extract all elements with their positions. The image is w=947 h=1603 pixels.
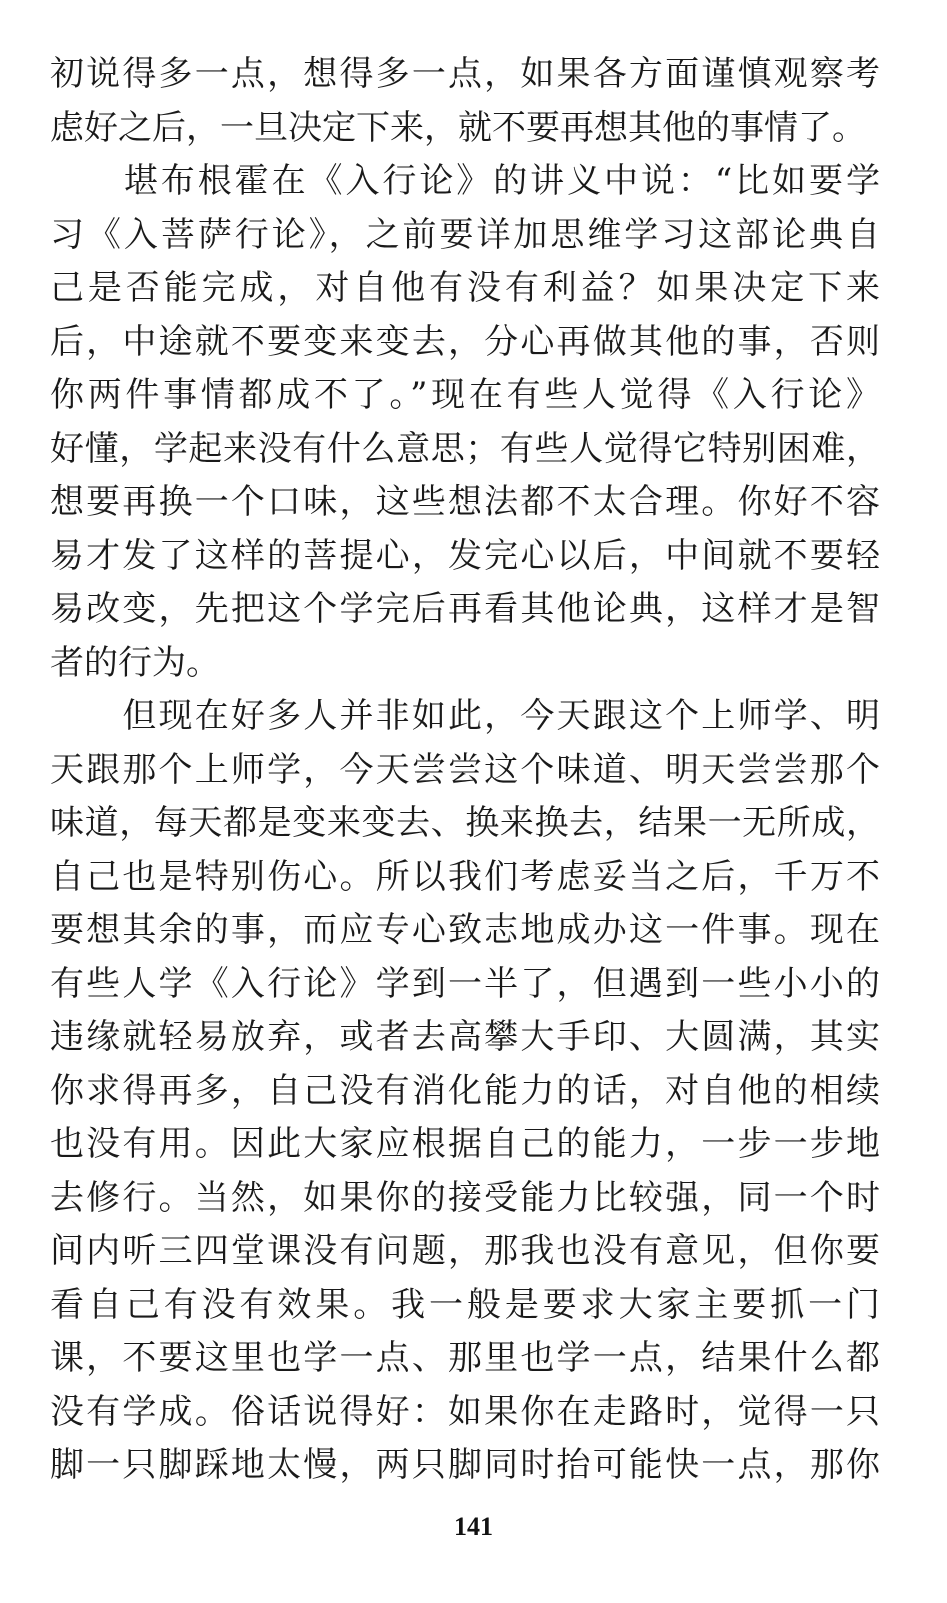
text-line: 但现在好多人并非如此，今天跟这个上师学、明 xyxy=(50,696,880,736)
text-line: 堪布根霍在《入行论》的讲义中说：“比如要学 xyxy=(50,161,880,201)
text-line: 后，中途就不要变来变去，分心再做其他的事，否则 xyxy=(50,321,880,362)
text-line: 没有学成。俗话说得好：如果你在走路时，觉得一只 xyxy=(50,1391,880,1432)
text-line: 你两件事情都成不了。”现在有些人觉得《入行论》 xyxy=(50,375,880,415)
text-line: 己是否能完成，对自他有没有利益？如果决定下来 xyxy=(50,268,880,308)
text-line: 违缘就轻易放弃，或者去高攀大手印、大圆满，其实 xyxy=(50,1017,880,1057)
text-line: 初说得多一点，想得多一点，如果各方面谨慎观察考 xyxy=(50,54,880,94)
text-line: 习《入菩萨行论》，之前要详加思维学习这部论典自 xyxy=(50,214,880,255)
text-line: 也没有用。因此大家应根据自己的能力，一步一步地 xyxy=(50,1124,880,1164)
text-line: 你求得再多，自己没有消化能力的话，对自他的相续 xyxy=(50,1070,880,1111)
text-line: 脚一只脚踩地太慢，两只脚同时抬可能快一点，那你 xyxy=(50,1445,880,1485)
text-line: 自己也是特别伤心。所以我们考虑妥当之后，千万不 xyxy=(50,856,880,897)
text-line: 间内听三四堂课没有问题，那我也没有意见，但你要 xyxy=(50,1231,880,1271)
text-line: 天跟那个上师学，今天尝尝这个味道、明天尝尝那个 xyxy=(50,749,880,790)
text-line: 好懂，学起来没有什么意思；有些人觉得它特别困难， xyxy=(50,428,880,469)
text-line: 易才发了这样的菩提心，发完心以后，中间就不要轻 xyxy=(50,535,880,576)
body-text xyxy=(50,48,880,1493)
page-number: 141 xyxy=(454,1512,493,1541)
text-line: 想要再换一个口味，这些想法都不太合理。你好不容 xyxy=(50,482,880,522)
text-line: 者的行为。 xyxy=(50,642,220,683)
text-line: 味道，每天都是变来变去、换来换去，结果一无所成， xyxy=(50,803,880,843)
text-line: 要想其余的事，而应专心致志地成办这一件事。现在 xyxy=(50,910,880,950)
text-line: 易改变，先把这个学完后再看其他论典，这样才是智 xyxy=(50,589,880,629)
text-line: 有些人学《入行论》学到一半了，但遇到一些小小的 xyxy=(50,963,880,1004)
text-line: 虑好之后，一旦决定下来，就不要再想其他的事情了。 xyxy=(50,107,866,148)
text-line: 课，不要这里也学一点、那里也学一点，结果什么都 xyxy=(50,1338,880,1378)
text-line: 去修行。当然，如果你的接受能力比较强，同一个时 xyxy=(50,1177,880,1218)
text-line: 看自己有没有效果。我一般是要求大家主要抓一门 xyxy=(50,1284,880,1325)
